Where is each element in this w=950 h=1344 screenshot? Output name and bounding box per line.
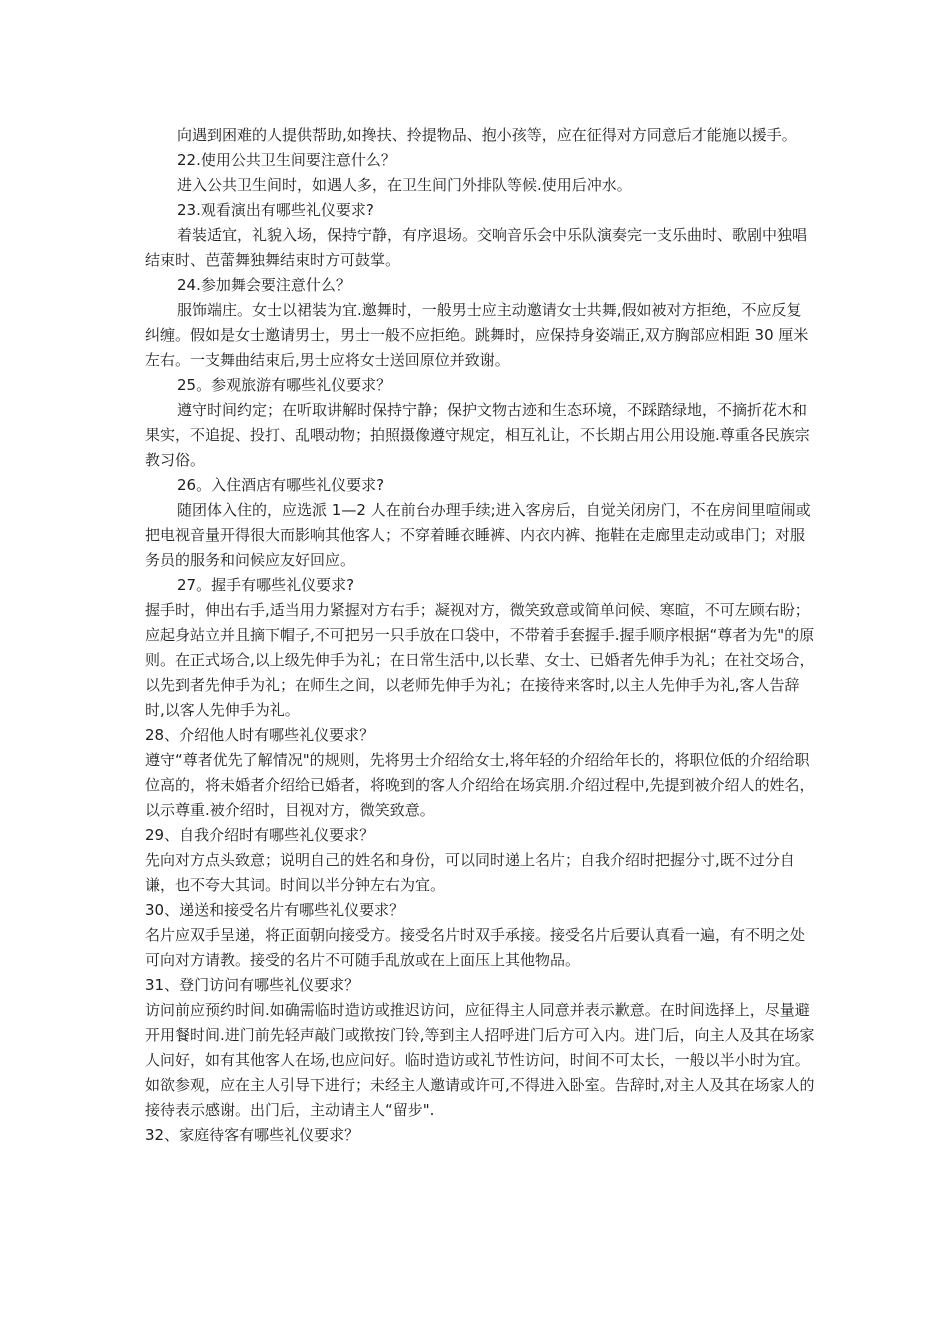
paragraph: 服饰端庄。女士以裙装为宜.邀舞时，一般男士应主动邀请女士共舞,假如被对方拒绝，不应反复纠缠。假如是女士邀请男士，男士一般不应拒绝。跳舞时，应保持身姿端正,双方胸部应相距 30 厘米左右。一支舞曲结束后,男士应将女士送回原位并致谢。 bbox=[145, 301, 809, 369]
paragraph: 握手时，伸出右手,适当用力紧握对方右手；凝视对方，微笑致意或简单问候、寒暄，不可左顾右盼；应起身站立并且摘下帽子,不可把另一只手放在口袋中，不带着手套握手.握手顺序根据“尊者为先"的原则。在正式场合,以上级先伸手为礼；在日常生活中,以长辈、女士、已婚者先伸手为礼；在社交场合，以先到者先伸手为礼；在师生之间，以老师先伸手为礼；在接待来客时,以主人先伸手为礼,客人告辞时,以客人先伸手为礼。 bbox=[145, 601, 815, 719]
paragraph: 向遇到困难的人提供帮助,如搀扶、拎提物品、抱小孩等，应在征得对方同意后才能施以援手。 bbox=[177, 126, 797, 144]
question-heading-32: 32、家庭待客有哪些礼仪要求？ bbox=[145, 1126, 360, 1144]
question-heading-22: 22.使用公共卫生间要注意什么？ bbox=[177, 151, 396, 169]
question-heading-26: 26。入住酒店有哪些礼仪要求? bbox=[177, 476, 385, 494]
question-heading-28: 28、介绍他人时有哪些礼仪要求？ bbox=[145, 726, 375, 744]
paragraph: 随团体入住的，应选派 1—2 人在前台办理手续;进入客房后，自觉关闭房门，不在房间里喧闹或把电视音量开得很大而影响其他客人；不穿着睡衣睡裤、内衣内裤、拖鞋在走廊里走动或串门；对服务员的服务和问候应友好回应。 bbox=[145, 501, 811, 569]
question-heading-29: 29、自我介绍时有哪些礼仪要求？ bbox=[145, 826, 375, 844]
paragraph: 着装适宜，礼貌入场，保持宁静，有序退场。交响音乐会中乐队演奏完一支乐曲时、歌剧中独唱结束时、芭蕾舞独舞结束时方可鼓掌。 bbox=[145, 226, 808, 269]
paragraph: 名片应双手呈递，将正面朝向接受方。接受名片时双手承接。接受名片后要认真看一遍，有不明之处可向对方请教。接受的名片不可随手乱放或在上面压上其他物品。 bbox=[145, 926, 806, 969]
paragraph: 先向对方点头致意；说明自己的姓名和身份，可以同时递上名片；自我介绍时把握分寸,既不过分自谦，也不夸大其词。时间以半分钟左右为宜。 bbox=[145, 851, 795, 894]
question-heading-31: 31、登门访问有哪些礼仪要求？ bbox=[145, 976, 360, 994]
paragraph: 遵守时间约定；在听取讲解时保持宁静；保护文物古迹和生态环境，不踩踏绿地，不摘折花木和果实，不追捉、投打、乱喂动物；拍照摄像遵守规定，相互礼让，不长期占用公用设施.尊重各民族宗教习俗。 bbox=[145, 401, 810, 469]
paragraph: 遵守“尊者优先了解情况"的规则，先将男士介绍给女士,将年轻的介绍给年长的，将职位低的介绍给职位高的，将未婚者介绍给已婚者，将晚到的客人介绍给在场宾朋.介绍过程中,先提到被介绍人的姓名，以示尊重.被介绍时，目视对方，微笑致意。 bbox=[145, 751, 815, 819]
question-heading-24: 24.参加舞会要注意什么？ bbox=[177, 276, 351, 294]
paragraph: 访问前应预约时间.如确需临时造访或推迟访问，应征得主人同意并表示歉意。在时间选择上，尽量避开用餐时间.进门前先轻声敲门或揿按门铃,等到主人招呼进门后方可入内。进门后，向主人及其在场家人问好，如有其他客人在场,也应问好。临时造访或礼节性访问，时间不可太长，一般以半小时为宜。如欲参观，应在主人引导下进行；未经主人邀请或许可,不得进入卧室。告辞时,对主人及其在场家人的接待表示感谢。出门后，主动请主人“留步". bbox=[145, 1001, 815, 1119]
question-heading-30: 30、递送和接受名片有哪些礼仪要求？ bbox=[145, 901, 405, 919]
question-heading-23: 23.观看演出有哪些礼仪要求? bbox=[177, 201, 374, 219]
document-body bbox=[145, 123, 815, 1148]
paragraph: 进入公共卫生间时，如遇人多，在卫生间门外排队等候.使用后冲水。 bbox=[177, 176, 632, 194]
question-heading-25: 25。参观旅游有哪些礼仪要求？ bbox=[177, 376, 392, 394]
question-heading-27: 27。握手有哪些礼仪要求? bbox=[177, 576, 355, 594]
